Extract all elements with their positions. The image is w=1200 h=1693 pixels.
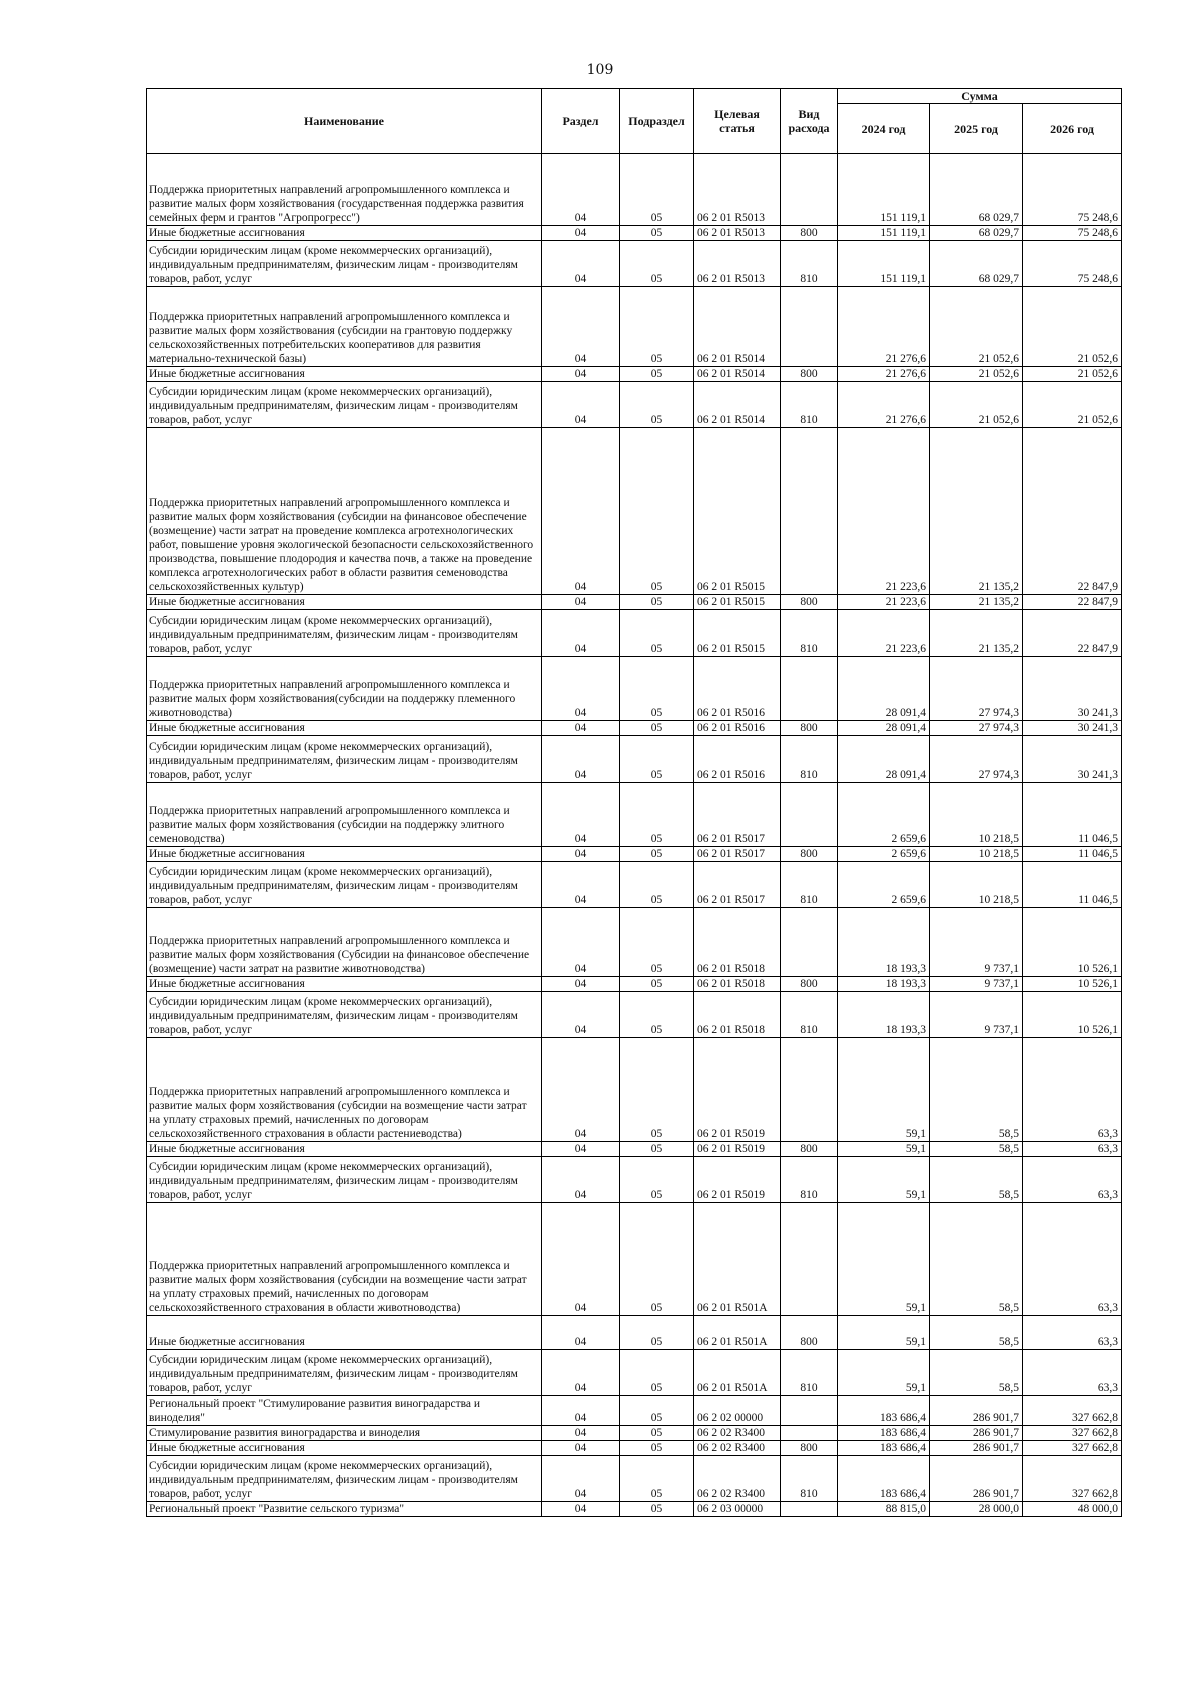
table-row (147, 1456, 1122, 1502)
cell-kind (781, 1426, 838, 1441)
table-row (147, 1142, 1122, 1157)
cell-section: 04 (542, 1502, 620, 1517)
cell-kind: 810 (781, 1350, 838, 1396)
cell-kind (781, 1038, 838, 1142)
cell-target: 06 2 01 R5013 (694, 226, 781, 241)
cell-section: 04 (542, 1038, 620, 1142)
cell-subsection: 05 (620, 862, 694, 908)
cell-2024: 28 091,4 (838, 657, 930, 721)
cell-2025: 58,5 (930, 1157, 1023, 1203)
cell-2024: 21 276,6 (838, 367, 930, 382)
cell-subsection: 05 (620, 367, 694, 382)
cell-section: 04 (542, 736, 620, 783)
cell-name: Субсидии юридическим лицам (кроме некоммерческих организаций), индивидуальным предпринимателям, физическим лицам - производителям товаров, работ, услуг (147, 1456, 542, 1502)
cell-name: Поддержка приоритетных направлений агропромышленного комплекса и развитие малых форм хозяйствования (субсидии на поддержку элитного семеноводства) (147, 783, 542, 847)
table-row (147, 287, 1122, 367)
cell-target: 06 2 02 R3400 (694, 1456, 781, 1502)
cell-subsection: 05 (620, 657, 694, 721)
cell-section: 04 (542, 428, 620, 595)
cell-name: Поддержка приоритетных направлений агропромышленного комплекса и развитие малых форм хозяйствования (субсидии на возмещение части затрат на уплату страховых премий, начисленных по договорам сельскохозяйственного страхования в области животноводства) (147, 1203, 542, 1316)
header-2025: 2025 год (930, 104, 1023, 154)
cell-kind (781, 1396, 838, 1426)
cell-target: 06 2 02 R3400 (694, 1441, 781, 1456)
cell-section: 04 (542, 1396, 620, 1426)
cell-target: 06 2 01 R5016 (694, 721, 781, 736)
cell-2026: 30 241,3 (1023, 657, 1122, 721)
cell-kind (781, 657, 838, 721)
cell-2026: 63,3 (1023, 1350, 1122, 1396)
cell-2026: 327 662,8 (1023, 1426, 1122, 1441)
cell-target: 06 2 01 R5016 (694, 657, 781, 721)
cell-section: 04 (542, 992, 620, 1038)
cell-section: 04 (542, 367, 620, 382)
header-name: Наименование (147, 89, 542, 154)
cell-subsection: 05 (620, 1203, 694, 1316)
cell-subsection: 05 (620, 287, 694, 367)
cell-kind: 800 (781, 1316, 838, 1350)
cell-2026: 22 847,9 (1023, 428, 1122, 595)
cell-2025: 286 901,7 (930, 1456, 1023, 1502)
table-row (147, 382, 1122, 428)
cell-2024: 59,1 (838, 1350, 930, 1396)
cell-2026: 21 052,6 (1023, 287, 1122, 367)
cell-2026: 21 052,6 (1023, 367, 1122, 382)
cell-name: Иные бюджетные ассигнования (147, 847, 542, 862)
table-row (147, 428, 1122, 595)
cell-2026: 63,3 (1023, 1316, 1122, 1350)
cell-2026: 22 847,9 (1023, 610, 1122, 657)
cell-2025: 21 135,2 (930, 428, 1023, 595)
cell-kind: 800 (781, 595, 838, 610)
cell-2024: 151 119,1 (838, 226, 930, 241)
cell-target: 06 2 01 R5018 (694, 992, 781, 1038)
cell-2024: 59,1 (838, 1038, 930, 1142)
cell-section: 04 (542, 908, 620, 977)
cell-2025: 68 029,7 (930, 226, 1023, 241)
cell-section: 04 (542, 1203, 620, 1316)
cell-2026: 48 000,0 (1023, 1502, 1122, 1517)
cell-2024: 18 193,3 (838, 992, 930, 1038)
cell-2025: 21 052,6 (930, 382, 1023, 428)
cell-2025: 21 135,2 (930, 610, 1023, 657)
cell-name: Субсидии юридическим лицам (кроме некоммерческих организаций), индивидуальным предпринимателям, физическим лицам - производителям товаров, работ, услуг (147, 862, 542, 908)
cell-section: 04 (542, 154, 620, 226)
cell-target: 06 2 01 R5018 (694, 977, 781, 992)
cell-subsection: 05 (620, 908, 694, 977)
cell-2026: 327 662,8 (1023, 1456, 1122, 1502)
cell-2026: 30 241,3 (1023, 736, 1122, 783)
cell-section: 04 (542, 1157, 620, 1203)
cell-2025: 27 974,3 (930, 736, 1023, 783)
cell-section: 04 (542, 847, 620, 862)
table-row (147, 226, 1122, 241)
cell-kind: 800 (781, 226, 838, 241)
cell-subsection: 05 (620, 241, 694, 287)
cell-section: 04 (542, 382, 620, 428)
cell-section: 04 (542, 610, 620, 657)
cell-kind (781, 1502, 838, 1517)
cell-subsection: 05 (620, 1441, 694, 1456)
cell-2026: 63,3 (1023, 1038, 1122, 1142)
cell-name: Субсидии юридическим лицам (кроме некоммерческих организаций), индивидуальным предпринимателям, физическим лицам - производителям товаров, работ, услуг (147, 992, 542, 1038)
table-body (147, 154, 1122, 1517)
cell-2025: 286 901,7 (930, 1396, 1023, 1426)
cell-2025: 58,5 (930, 1350, 1023, 1396)
cell-2026: 11 046,5 (1023, 847, 1122, 862)
cell-2024: 59,1 (838, 1203, 930, 1316)
cell-name: Поддержка приоритетных направлений агропромышленного комплекса и развитие малых форм хозяйствования (субсидии на финансовое обеспечение (возмещение) части затрат на проведение комплекса агротехнологических работ, повышение уровня экологической безопасности сельскохозяйственного производства, повышение плодородия и качества почв, а также на проведение комплекса агротехнологических работ в области развития семеноводства сельскохозяйственных культур) (147, 428, 542, 595)
cell-2026: 327 662,8 (1023, 1441, 1122, 1456)
header-kind: Вид расхода (781, 89, 838, 154)
cell-name: Поддержка приоритетных направлений агропромышленного комплекса и развитие малых форм хозяйствования(субсидии на поддержку племенного животноводства) (147, 657, 542, 721)
cell-section: 04 (542, 287, 620, 367)
cell-section: 04 (542, 1426, 620, 1441)
cell-name: Иные бюджетные ассигнования (147, 977, 542, 992)
cell-name: Субсидии юридическим лицам (кроме некоммерческих организаций), индивидуальным предпринимателям, физическим лицам - производителям товаров, работ, услуг (147, 1350, 542, 1396)
header-2024: 2024 год (838, 104, 930, 154)
header-sum: Сумма (838, 89, 1122, 104)
cell-2024: 21 276,6 (838, 382, 930, 428)
cell-2024: 183 686,4 (838, 1441, 930, 1456)
table-header (147, 89, 1122, 154)
header-target: Целевая статья (694, 89, 781, 154)
cell-name: Иные бюджетные ассигнования (147, 367, 542, 382)
cell-name: Иные бюджетные ассигнования (147, 721, 542, 736)
cell-subsection: 05 (620, 1142, 694, 1157)
cell-2025: 10 218,5 (930, 783, 1023, 847)
cell-subsection: 05 (620, 992, 694, 1038)
cell-target: 06 2 01 R5017 (694, 783, 781, 847)
cell-subsection: 05 (620, 382, 694, 428)
table-row (147, 783, 1122, 847)
cell-name: Региональный проект "Развитие сельского туризма" (147, 1502, 542, 1517)
cell-2025: 28 000,0 (930, 1502, 1023, 1517)
cell-kind: 810 (781, 610, 838, 657)
cell-kind: 800 (781, 367, 838, 382)
cell-name: Иные бюджетные ассигнования (147, 226, 542, 241)
cell-section: 04 (542, 226, 620, 241)
cell-kind (781, 428, 838, 595)
cell-kind: 800 (781, 977, 838, 992)
cell-subsection: 05 (620, 1426, 694, 1441)
cell-2024: 59,1 (838, 1316, 930, 1350)
cell-2024: 2 659,6 (838, 783, 930, 847)
cell-subsection: 05 (620, 977, 694, 992)
cell-2026: 75 248,6 (1023, 241, 1122, 287)
table-row (147, 1203, 1122, 1316)
header-2026: 2026 год (1023, 104, 1122, 154)
cell-target: 06 2 01 R5013 (694, 241, 781, 287)
cell-kind (781, 908, 838, 977)
cell-kind (781, 1203, 838, 1316)
cell-target: 06 2 01 R501A (694, 1316, 781, 1350)
cell-2025: 58,5 (930, 1142, 1023, 1157)
table-row (147, 862, 1122, 908)
cell-kind: 810 (781, 241, 838, 287)
table-row (147, 1350, 1122, 1396)
cell-name: Региональный проект "Стимулирование развития виноградарства и виноделия" (147, 1396, 542, 1426)
cell-2024: 183 686,4 (838, 1426, 930, 1441)
table-row (147, 1038, 1122, 1142)
cell-target: 06 2 01 R5015 (694, 610, 781, 657)
cell-subsection: 05 (620, 1157, 694, 1203)
cell-2026: 30 241,3 (1023, 721, 1122, 736)
page-number: 109 (586, 62, 614, 78)
cell-2024: 59,1 (838, 1157, 930, 1203)
cell-kind: 810 (781, 1456, 838, 1502)
cell-subsection: 05 (620, 1316, 694, 1350)
table-row (147, 154, 1122, 226)
cell-section: 04 (542, 595, 620, 610)
cell-kind: 800 (781, 1441, 838, 1456)
table-row (147, 241, 1122, 287)
table-row (147, 1396, 1122, 1426)
cell-2025: 9 737,1 (930, 977, 1023, 992)
cell-kind (781, 287, 838, 367)
cell-name: Иные бюджетные ассигнования (147, 1142, 542, 1157)
cell-2025: 58,5 (930, 1038, 1023, 1142)
cell-target: 06 2 01 R501A (694, 1203, 781, 1316)
cell-2026: 327 662,8 (1023, 1396, 1122, 1426)
cell-kind: 800 (781, 721, 838, 736)
table-row (147, 1157, 1122, 1203)
cell-target: 06 2 01 R5019 (694, 1157, 781, 1203)
cell-2024: 21 223,6 (838, 610, 930, 657)
cell-target: 06 2 02 00000 (694, 1396, 781, 1426)
cell-kind: 800 (781, 1142, 838, 1157)
cell-subsection: 05 (620, 154, 694, 226)
table-row (147, 977, 1122, 992)
cell-kind: 810 (781, 862, 838, 908)
cell-target: 06 2 01 R5014 (694, 367, 781, 382)
cell-2026: 63,3 (1023, 1203, 1122, 1316)
cell-section: 04 (542, 977, 620, 992)
cell-name: Поддержка приоритетных направлений агропромышленного комплекса и развитие малых форм хозяйствования (Субсидии на финансовое обеспечение (возмещение) части затрат на развитие животноводства) (147, 908, 542, 977)
cell-name: Субсидии юридическим лицам (кроме некоммерческих организаций), индивидуальным предпринимателям, физическим лицам - производителям товаров, работ, услуг (147, 382, 542, 428)
table-row (147, 1316, 1122, 1350)
cell-2025: 286 901,7 (930, 1441, 1023, 1456)
cell-2024: 28 091,4 (838, 721, 930, 736)
cell-2025: 21 052,6 (930, 367, 1023, 382)
cell-section: 04 (542, 721, 620, 736)
cell-target: 06 2 01 R5016 (694, 736, 781, 783)
cell-subsection: 05 (620, 847, 694, 862)
cell-kind: 810 (781, 1157, 838, 1203)
cell-kind: 810 (781, 736, 838, 783)
cell-subsection: 05 (620, 721, 694, 736)
cell-subsection: 05 (620, 783, 694, 847)
cell-name: Субсидии юридическим лицам (кроме некоммерческих организаций), индивидуальным предпринимателям, физическим лицам - производителям товаров, работ, услуг (147, 1157, 542, 1203)
table-row (147, 721, 1122, 736)
cell-name: Иные бюджетные ассигнования (147, 1441, 542, 1456)
cell-target: 06 2 01 R5017 (694, 862, 781, 908)
budget-table (146, 88, 1122, 1517)
cell-subsection: 05 (620, 1502, 694, 1517)
cell-2026: 10 526,1 (1023, 908, 1122, 977)
cell-2024: 151 119,1 (838, 154, 930, 226)
cell-name: Поддержка приоритетных направлений агропромышленного комплекса и развитие малых форм хозяйствования (субсидии на грантовую поддержку сельскохозяйственных потребительских кооперативов для развития материально-технической базы) (147, 287, 542, 367)
cell-2026: 63,3 (1023, 1157, 1122, 1203)
cell-2025: 9 737,1 (930, 908, 1023, 977)
cell-2026: 22 847,9 (1023, 595, 1122, 610)
cell-2026: 21 052,6 (1023, 382, 1122, 428)
cell-2024: 2 659,6 (838, 862, 930, 908)
cell-2024: 88 815,0 (838, 1502, 930, 1517)
cell-2024: 2 659,6 (838, 847, 930, 862)
cell-section: 04 (542, 241, 620, 287)
cell-2025: 21 135,2 (930, 595, 1023, 610)
cell-2024: 183 686,4 (838, 1456, 930, 1502)
cell-2024: 21 223,6 (838, 428, 930, 595)
cell-section: 04 (542, 1441, 620, 1456)
cell-name: Поддержка приоритетных направлений агропромышленного комплекса и развитие малых форм хозяйствования (государственная поддержка развития семейных ферм и грантов "Агропрогресс") (147, 154, 542, 226)
cell-2025: 58,5 (930, 1316, 1023, 1350)
table-row (147, 847, 1122, 862)
table-row (147, 1441, 1122, 1456)
cell-2025: 58,5 (930, 1203, 1023, 1316)
cell-kind (781, 783, 838, 847)
cell-kind (781, 154, 838, 226)
cell-2025: 68 029,7 (930, 154, 1023, 226)
table-row (147, 595, 1122, 610)
cell-section: 04 (542, 1142, 620, 1157)
cell-2024: 183 686,4 (838, 1396, 930, 1426)
cell-2025: 27 974,3 (930, 657, 1023, 721)
cell-subsection: 05 (620, 1038, 694, 1142)
table-row (147, 367, 1122, 382)
cell-name: Субсидии юридическим лицам (кроме некоммерческих организаций), индивидуальным предпринимателям, физическим лицам - производителям товаров, работ, услуг (147, 736, 542, 783)
cell-target: 06 2 01 R5019 (694, 1038, 781, 1142)
cell-2024: 21 276,6 (838, 287, 930, 367)
cell-2026: 75 248,6 (1023, 154, 1122, 226)
cell-2024: 151 119,1 (838, 241, 930, 287)
cell-subsection: 05 (620, 595, 694, 610)
cell-2026: 75 248,6 (1023, 226, 1122, 241)
table-row (147, 736, 1122, 783)
cell-subsection: 05 (620, 1396, 694, 1426)
cell-target: 06 2 01 R5017 (694, 847, 781, 862)
cell-2025: 9 737,1 (930, 992, 1023, 1038)
table-row (147, 1502, 1122, 1517)
cell-2024: 59,1 (838, 1142, 930, 1157)
table-row (147, 1426, 1122, 1441)
cell-2024: 21 223,6 (838, 595, 930, 610)
table-row (147, 908, 1122, 977)
cell-section: 04 (542, 862, 620, 908)
cell-target: 06 2 01 R501A (694, 1350, 781, 1396)
cell-kind: 810 (781, 992, 838, 1038)
cell-target: 06 2 01 R5015 (694, 595, 781, 610)
cell-kind: 810 (781, 382, 838, 428)
header-subsection: Подраздел (620, 89, 694, 154)
cell-2026: 11 046,5 (1023, 862, 1122, 908)
cell-2025: 10 218,5 (930, 847, 1023, 862)
cell-target: 06 2 01 R5013 (694, 154, 781, 226)
cell-2026: 63,3 (1023, 1142, 1122, 1157)
cell-subsection: 05 (620, 1350, 694, 1396)
cell-target: 06 2 01 R5015 (694, 428, 781, 595)
cell-target: 06 2 01 R5018 (694, 908, 781, 977)
cell-subsection: 05 (620, 1456, 694, 1502)
cell-2024: 18 193,3 (838, 977, 930, 992)
cell-target: 06 2 02 R3400 (694, 1426, 781, 1441)
cell-name: Иные бюджетные ассигнования (147, 595, 542, 610)
cell-target: 06 2 01 R5019 (694, 1142, 781, 1157)
cell-2025: 68 029,7 (930, 241, 1023, 287)
cell-2026: 11 046,5 (1023, 783, 1122, 847)
cell-subsection: 05 (620, 610, 694, 657)
table-row (147, 992, 1122, 1038)
cell-section: 04 (542, 783, 620, 847)
cell-name: Субсидии юридическим лицам (кроме некоммерческих организаций), индивидуальным предпринимателям, физическим лицам - производителям товаров, работ, услуг (147, 241, 542, 287)
cell-section: 04 (542, 657, 620, 721)
cell-name: Поддержка приоритетных направлений агропромышленного комплекса и развитие малых форм хозяйствования (субсидии на возмещение части затрат на уплату страховых премий, начисленных по договорам сельскохозяйственного страхования в области растениеводства) (147, 1038, 542, 1142)
cell-subsection: 05 (620, 736, 694, 783)
cell-target: 06 2 03 00000 (694, 1502, 781, 1517)
cell-2026: 10 526,1 (1023, 992, 1122, 1038)
table-row (147, 610, 1122, 657)
cell-2025: 21 052,6 (930, 287, 1023, 367)
cell-name: Иные бюджетные ассигнования (147, 1316, 542, 1350)
cell-subsection: 05 (620, 226, 694, 241)
cell-section: 04 (542, 1350, 620, 1396)
cell-target: 06 2 01 R5014 (694, 382, 781, 428)
cell-2025: 286 901,7 (930, 1426, 1023, 1441)
header-section: Раздел (542, 89, 620, 154)
cell-2024: 28 091,4 (838, 736, 930, 783)
cell-section: 04 (542, 1316, 620, 1350)
table-row (147, 657, 1122, 721)
cell-name: Стимулирование развития виноградарства и виноделия (147, 1426, 542, 1441)
cell-subsection: 05 (620, 428, 694, 595)
cell-section: 04 (542, 1456, 620, 1502)
cell-2025: 27 974,3 (930, 721, 1023, 736)
cell-target: 06 2 01 R5014 (694, 287, 781, 367)
cell-kind: 800 (781, 847, 838, 862)
cell-2026: 10 526,1 (1023, 977, 1122, 992)
cell-2025: 10 218,5 (930, 862, 1023, 908)
cell-name: Субсидии юридическим лицам (кроме некоммерческих организаций), индивидуальным предпринимателям, физическим лицам - производителям товаров, работ, услуг (147, 610, 542, 657)
cell-2024: 18 193,3 (838, 908, 930, 977)
